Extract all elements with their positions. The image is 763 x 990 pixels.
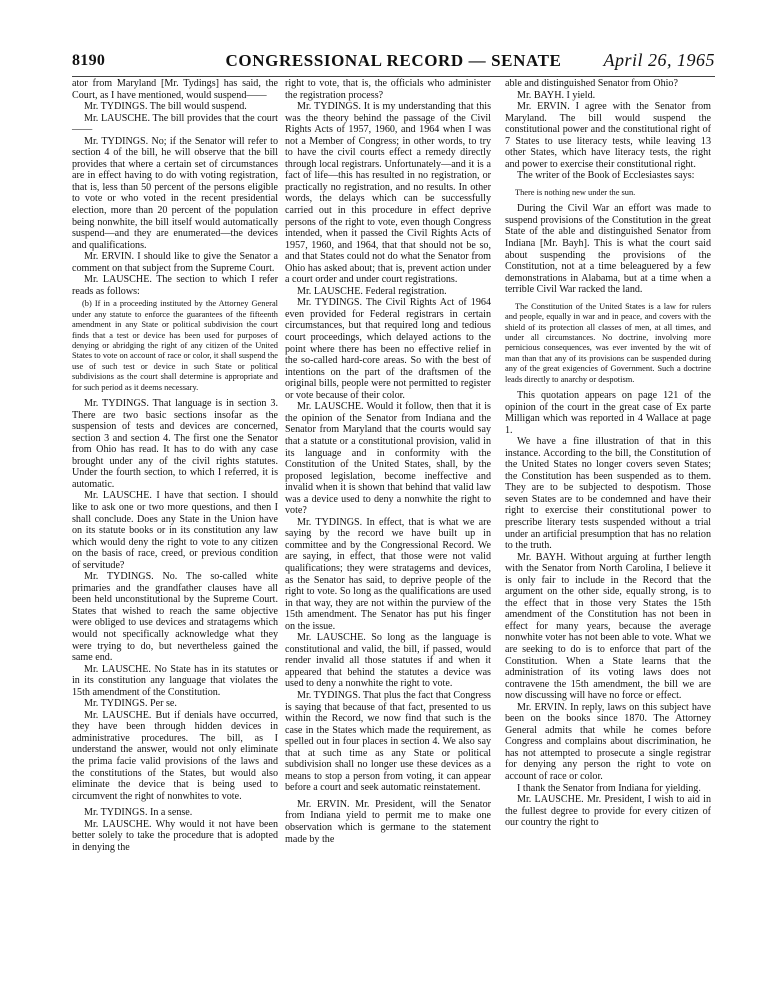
paragraph: Mr. LAUSCHE. No State has in its statutes or in its constitution any language that violates the 15th amendment of the Constitution. — [72, 663, 278, 698]
paragraph: Mr. LAUSCHE. The bill provides that the court—— — [72, 112, 278, 136]
paragraph: Mr. LAUSCHE. The section to which I refer reads as follows: — [72, 274, 278, 297]
paragraph: Mr. TYDINGS. The Civil Rights Act of 1964 even provided for Federal registrars in certain circumstances, but that required long and tedious court proceedings, which delayed actions to the point where there has been no effective relief in the so-called hard-core areas. So with the best of intentions on the part of the draftsmen of the original bills, people were not permitted to register or vote because of their color. — [285, 297, 491, 401]
paragraph: Mr. TYDINGS. That language is in section 3. There are two basic sections insofar as the suspension of tests and devices are concerned, section 3 and section 4. The first one the Senator from Ohio has read. It has to do with any case brought under any of the civil rights statutes. Under the fourth section, to which I referred, it is automatic. — [72, 398, 278, 490]
paragraph: Mr. ERVIN. I should like to give the Senator a comment on that subject from the Supreme Court. — [72, 251, 278, 274]
paragraph: Mr. LAUSCHE. Why would it not have been better solely to take the procedure that is adopted in denying the — [72, 818, 278, 853]
quoted-statute: (b) If in a proceeding instituted by the Attorney General under any statute to enforce the guarantees of the fifteenth amendment in any State or political subdivision the court finds that a test or device has been used for purposes of denying or abridging the right of any citizen of the United States to vote on account of race or color, it shall suspend the use of such test or device in such State or political subdivisions as the court shall determine is appropriate and for such period as it deems necessary. — [72, 299, 278, 392]
paragraph: Mr. LAUSCHE. Mr. President, I wish to aid in the fullest degree to provide for every citizen of our country the right to — [505, 794, 711, 829]
paragraph: Mr. TYDINGS. No. The so-called white primaries and the grandfather clauses have all been held unconstitutional by the Supreme Court. States that wished to reach the same objective were obliged to use devices and stratagems which would not specifically acknowledge what they were trying to do, but nevertheless gained the same end. — [72, 571, 278, 664]
paragraph: Mr. TYDINGS. That plus the fact that Congress is saying that because of that fact, presented to us within the Record, we now find that such is the case in the States which made the requirement, as spelled out in four places in section 4. We also say that at such time as any State or political subdivision shall no longer use these devices as a means to stop a person from voting, it can appear before a court and seek automatic reinstatement. — [285, 689, 491, 794]
paragraph: Mr. ERVIN. In reply, laws on this subject have been on the books since 1870. The Attorney General admits that while he comes before Congress and complains about discrimination, he has not attempted to prosecute a single registrar for denying any person the right to vote on account of race or color. — [505, 701, 711, 782]
text-column-3 — [505, 78, 711, 829]
quotation: There is nothing new under the sun. — [515, 187, 636, 197]
paragraph: Mr. BAYH. I yield. — [517, 89, 596, 101]
paragraph: right to vote, that is, the officials who administer the registration process? — [285, 78, 491, 101]
header-rule — [72, 76, 715, 77]
paragraph: Mr. TYDINGS. In effect, that is what we are saying by the record we have built up in committee and by the Congressional Record. We are saying, in effect, that those were not valid qualifications; they were stratagems and devices, as the Senator has said, to deprive people of the right to vote. So long as the qualifications are used in that way, they are not within the purview of the 15th amendment. The Senator has put his finger on the issue. — [285, 516, 491, 632]
page-number: 8190 — [72, 52, 106, 69]
paragraph: able and distinguished Senator from Ohio? — [505, 78, 678, 89]
paragraph: Mr. TYDINGS. No; if the Senator will refer to section 4 of the bill, he will observe that the bill provides that where a certain set of circumstances are in effect having to do with voting registration, that is, less than 50 percent of the persons eligible to vote or who voted in the recent presidential election, more than 20 percent of the population being nonwhite, the bill itself would automatically suspend—and they are enumerated—the devices and qualifications. — [72, 135, 278, 251]
paragraph: The writer of the Book of Ecclesiastes says: — [517, 170, 695, 182]
paragraph: Mr. BAYH. Without arguing at further length with the Senator from North Carolina, I believe it is only fair to include in the Record that the argument on the other side, equally strong, is to the effect that in those very States the 15th amendment of the Constitution has not been in effect for many years, because the average nonwhite voter has not been able to vote. What we are seeking to do is to enforce that part of the Constitution. When a State learns that the administration of its voting laws does not contravene the 15th amendment, the bill we are now discussing will have no force or effect. — [505, 551, 711, 702]
quotation: The Constitution of the United States is a law for rulers and people, equally in war and in peace, and covers with the shield of its protection all classes of men, at all times, and under all circumstances. No doctrine, involving more pernicious consequences, was ever invented by the wit of man than that any of its provisions can be suspended during any of the great exigencies of Government. Such a doctrine leads directly to anarchy or despotism. — [505, 301, 711, 384]
paragraph: Mr. LAUSCHE. I have that section. I should like to ask one or two more questions, and then I shall conclude. Does any State in the Union have on its statute books or in its constitution any law which would deny the right to vote to any citizen on the basis of race, creed, or previous condition of servitude? — [72, 490, 278, 571]
page-header — [72, 50, 715, 76]
paragraph: Mr. LAUSCHE. But if denials have occurred, they have been through hidden devices in administrative procedures. The bill, as I understand the answer, would not only eliminate the prima facie valid provisions of the laws and the constitutions of the States, but would also eliminate the device that is being used to circumvent the right of nonwhites to vote. — [72, 709, 278, 802]
paragraph: Mr. TYDINGS. It is my understanding that this was the theory behind the passage of the Civil Rights Acts of 1957, 1960, and 1964 when I was not a Member of Congress; in other words, to try to have the civil courts effect a remedy directly through local registrars. Unfortunately—and it is a fact of life—this has resulted in no registration, or practically no registration, and no results. In other words, the delays which can be successfully carried out in this procedure in effect deprive persons of the right to vote, even though Congress intended, when it passed the Civil Rights Acts of 1957, 1960, and 1964, that that should not be so, and that States could not do what the Senator from Ohio has asked about; that is, prevent action under a court order and under court registrations. — [285, 101, 491, 286]
paragraph: Mr. LAUSCHE. Federal registration. — [297, 285, 447, 297]
paragraph: Mr. LAUSCHE. So long as the language is constitutional and valid, the bill, if passed, would render invalid all those statutes if and when it appeared that behind the statutes a device was used to deny a nonwhite the right to vote. — [285, 632, 491, 690]
text-column-1 — [72, 78, 278, 853]
paragraph: ator from Maryland [Mr. Tydings] has said, the Court, as I have mentioned, would suspend—— — [72, 78, 278, 101]
paragraph: Mr. TYDINGS. Per se. — [84, 698, 177, 710]
paragraph: We have a fine illustration of that in this instance. According to the bill, the Constitution of the United States no longer covers seven States; the Constitution has been suspended as to them. They are to be subjected to despotism. Those seven States are to be condemned and have their right to exercise their constitutional power to prescribe literary tests suspended without a trial under an artificial presumption that has no relation to the truth. — [505, 436, 711, 552]
issue-date: April 26, 1965 — [603, 50, 715, 70]
paragraph: During the Civil War an effort was made to suspend provisions of the Constitution in the great State of the able and distinguished Senator from Indiana [Mr. Bayh]. This is what the court said about suspending the provisions of the Constitution, not at a time beleaguered by a few demonstrations in Alabama, but at a time when a terrible Civil War racked the land. — [505, 203, 711, 296]
paragraph: Mr. TYDINGS. In a sense. — [84, 807, 193, 819]
paragraph: Mr. ERVIN. I agree with the Senator from Maryland. The bill would suspend the constitutional power and the constitutional right of 7 States to use literacy tests, while leaving 13 other States, which have literacy tests, the right and power to exercise their constitutional right. — [505, 101, 711, 170]
paragraph: Mr. ERVIN. Mr. President, will the Senator from Indiana yield to permit me to make one observation which is germane to the statement made by the — [285, 798, 491, 845]
paragraph: This quotation appears on page 121 of the opinion of the court in the great case of Ex parte Milligan which was reported in 4 Wallace at page 1. — [505, 389, 711, 436]
text-column-2 — [285, 78, 491, 845]
paragraph: I thank the Senator from Indiana for yielding. — [517, 782, 701, 794]
masthead: CONGRESSIONAL RECORD — SENATE — [225, 51, 562, 70]
paragraph: Mr. TYDINGS. The bill would suspend. — [84, 101, 247, 113]
paragraph: Mr. LAUSCHE. Would it follow, then that it is the opinion of the Senator from Indiana and the Senator from Maryland that the courts would say that a statute or a constitutional provision, valid in its language and in conformity with the Constitution of the United States, shall, by the proposed legislation, become ineffective and invalid when it is shown that behind that valid law was a device used to deny a nonwhite the right to vote? — [285, 401, 491, 517]
